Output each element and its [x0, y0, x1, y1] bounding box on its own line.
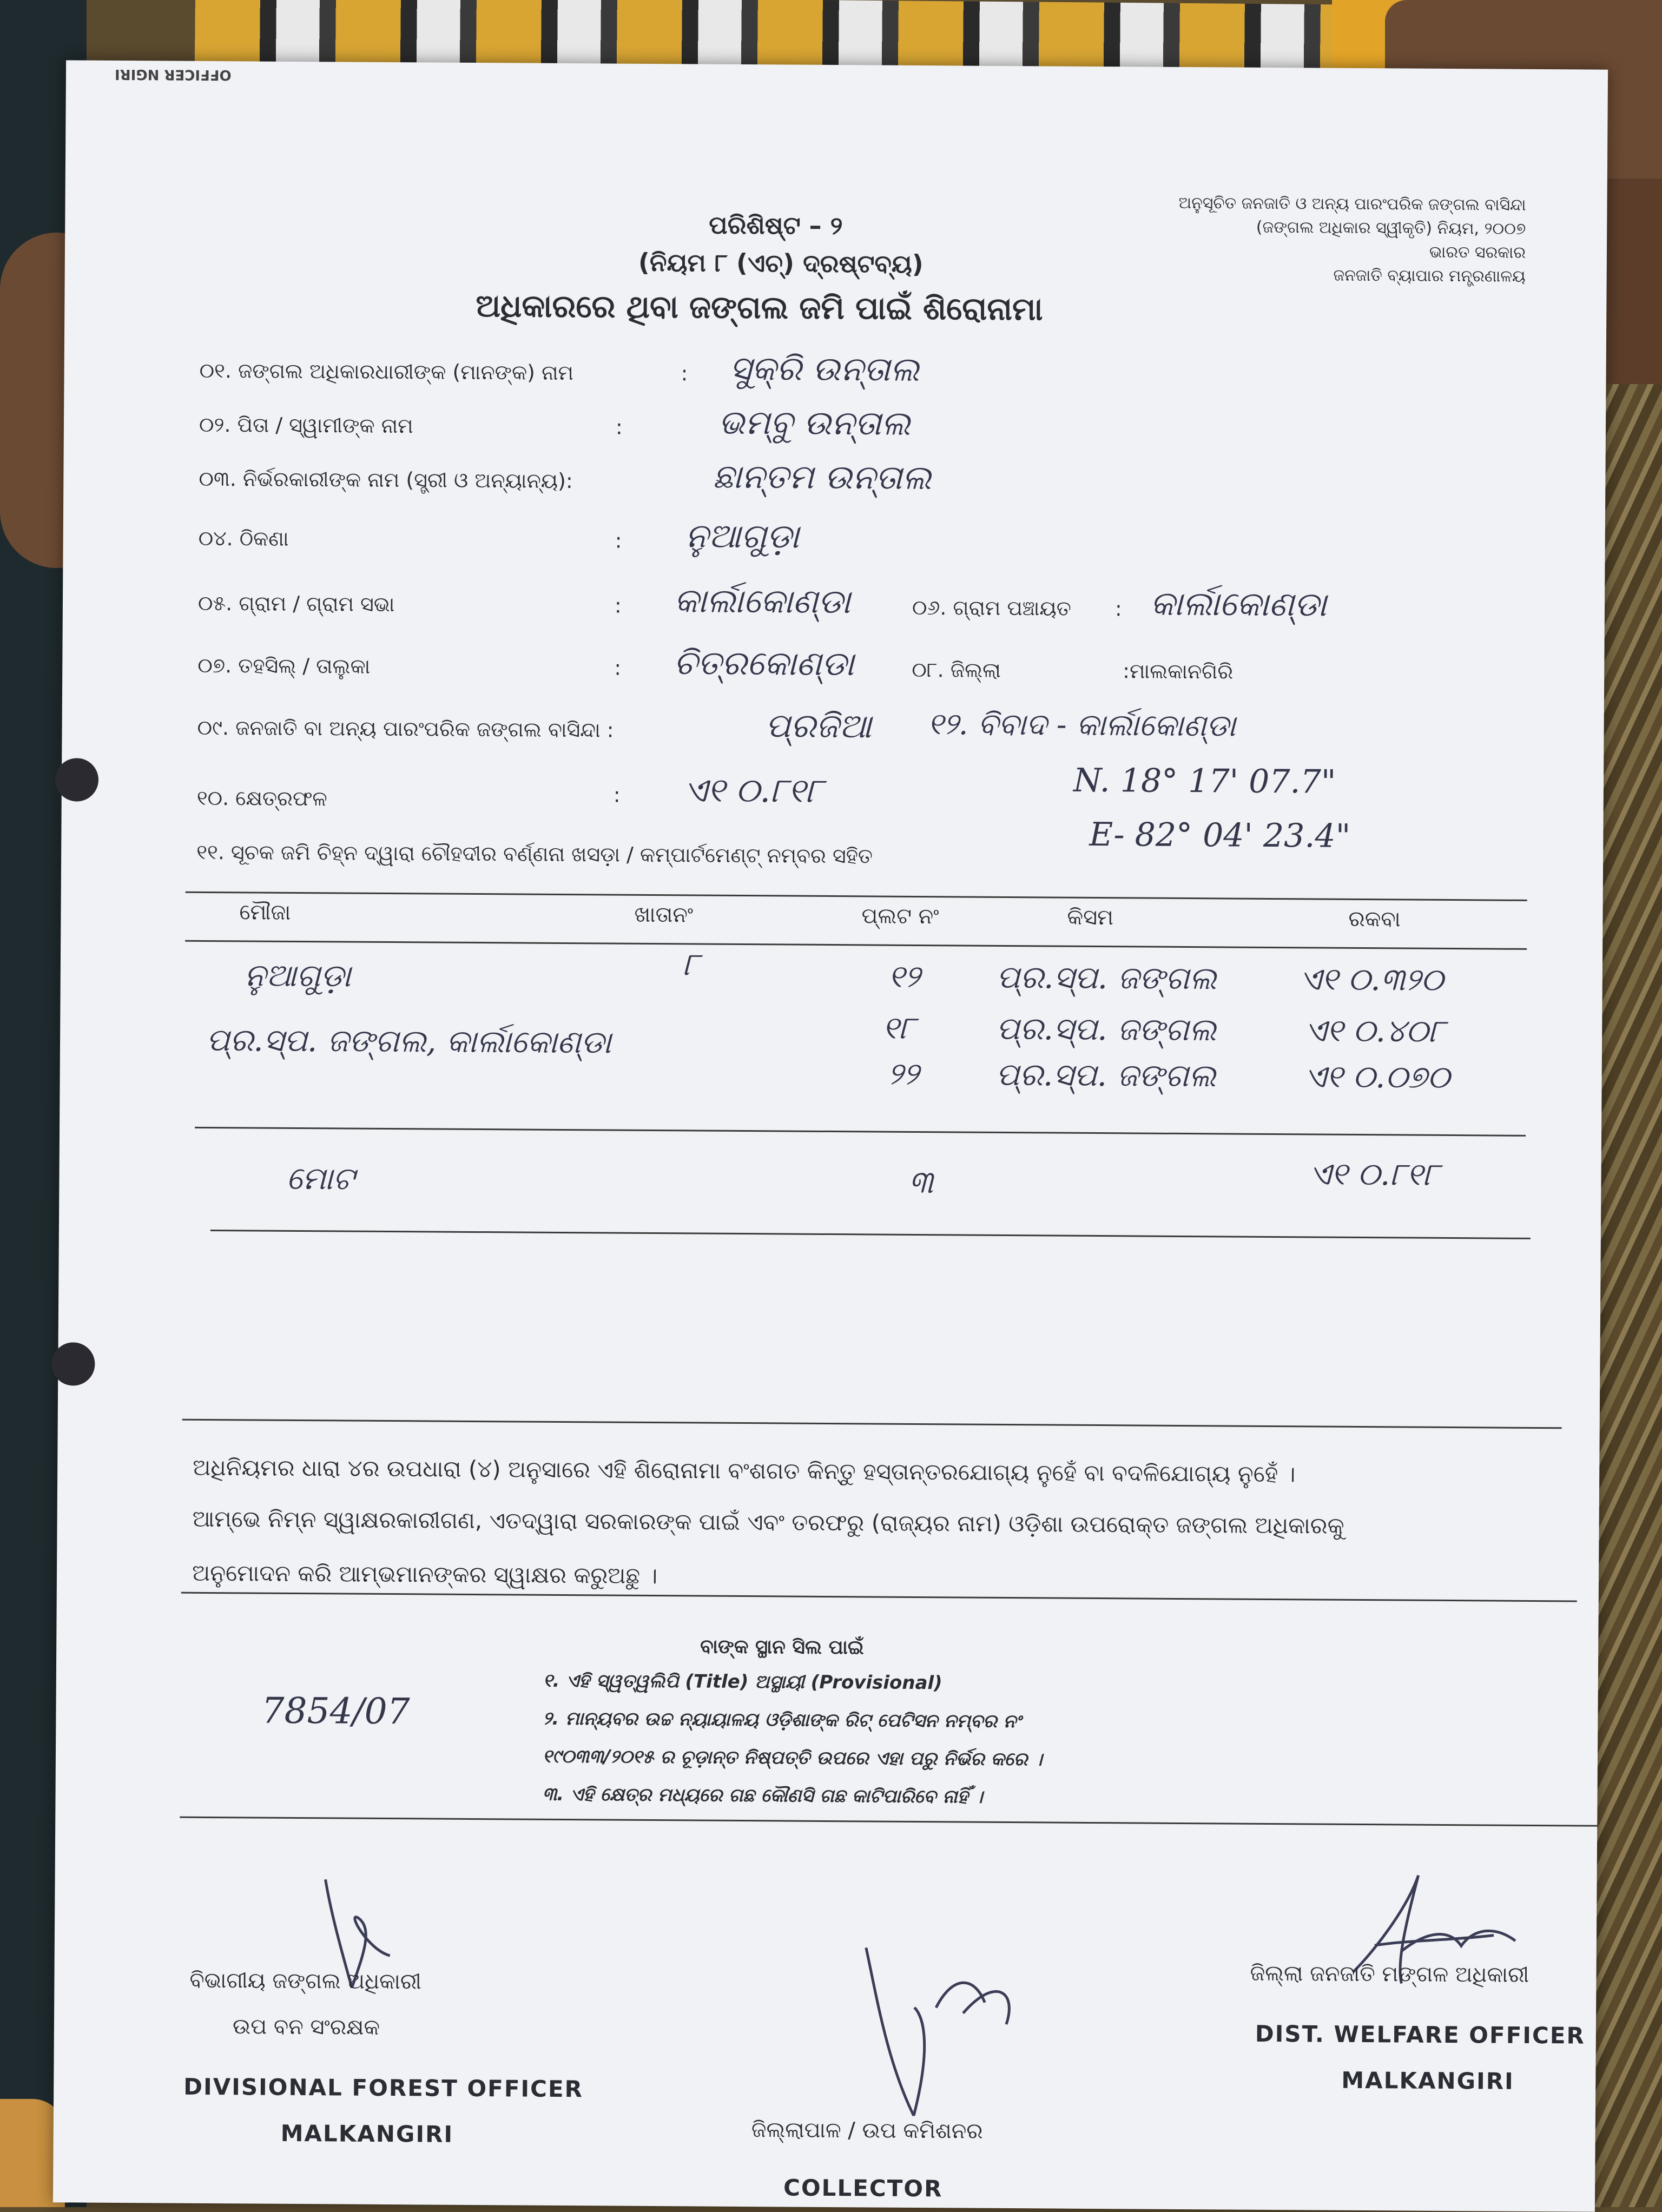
field-01-label: ୦୧. ଜଙ୍ଗଲ ଅଧିକାରଧାରୀଙ୍କ (ମାନଙ୍କ) ନାମ	[199, 358, 574, 385]
field-10-label: ୧୦. କ୍ଷେତ୍ରଫଳ	[196, 785, 327, 811]
table-mouza-2: ପ୍ର.ସ୍ପ. ଜଙ୍ଗଲ, କାର୍ଲାକୋଣ୍ଡା	[206, 1021, 612, 1061]
ministry-block	[1178, 192, 1526, 289]
field-03-value: ଛାନ୍ତମ ଉନ୍ତାଲ	[713, 456, 932, 498]
field-08-label: ୦୮. ଜିଲ୍ଲା	[912, 657, 1001, 682]
table-mouza-1: ନୁଆଗୁଡ଼ା	[244, 956, 351, 994]
table-row-kisam: ପ୍ର.ସ୍ପ. ଜଙ୍ଗଲ	[996, 958, 1217, 997]
field-03-label: ୦୩. ନିର୍ଭରକାରୀଙ୍କ ନାମ (ସ୍ତ୍ରୀ ଓ ଅନ୍ୟାନ୍ୟ):	[199, 466, 573, 493]
field-10-value: ଏ୧ ୦.୮୧୮	[683, 770, 823, 810]
field-07-label: ୦୭. ତହସିଲ୍ / ତାଲୁକା	[197, 653, 371, 678]
table-header-rule	[185, 940, 1527, 950]
provisional-line: ୧୯୦୩୩/୨୦୧୫ ର ଚୂଡ଼ାନ୍ତ ନିଷ୍ପତ୍ତି ଉପରେ ଏହା ପରୁ ନିର୍ଭର କରେ ।	[542, 1745, 1043, 1771]
table-khata: ୮	[682, 946, 700, 983]
provisional-line: ୨. ମାନ୍ୟବର ଉଚ୍ଚ ନ୍ୟାୟାଳୟ ଓଡ଼ିଶାଙ୍କ ରିଟ୍ ପେଟିସନ ନମ୍ବର ନଂ	[543, 1707, 1021, 1733]
field-06-colon: :	[1114, 597, 1122, 621]
field-05-colon: :	[614, 593, 622, 618]
table-header-khata: ଖାତାନଂ	[634, 902, 694, 928]
note-line: ଅଧିନିୟମର ଧାରା ୪ର ଉପଧାରା (୪) ଅନୁସାରେ ଏହି ଶିରୋନାମା ବଂଶଗତ କିନ୍ତୁ ହସ୍ତାନ୍ତରଯୋଗ୍ୟ ନୁହେଁ ବା ବଦଳିଯୋଗ୍ୟ ନୁହେଁ ।	[193, 1454, 1296, 1488]
field-02-value: ଭମ୍ବୁ ଉନ୍ତାଲ	[718, 402, 911, 443]
table-total-plots: ୩	[908, 1163, 934, 1201]
table-header-kisam: କିସମ	[1067, 904, 1114, 930]
dwo-english-title: DIST. WELFARE OFFICER	[1255, 2020, 1585, 2049]
field-08-value: :ମାଲକାନଗିରି	[1123, 659, 1234, 684]
table-top-rule	[186, 892, 1527, 901]
field-11-label: ୧୧. ସୂଚକ ଜମି ଚିହ୍ନ ଦ୍ୱାରା ଚୌହଦୀର ବର୍ଣ୍ଣନା ଖସଡ଼ା / କମ୍ପାର୍ଟମେଣ୍ଟ୍ ନମ୍ବର ସହିତ	[196, 840, 873, 868]
ministry-line: ଅନୁସୂଚିତ ଜନଜାତି ଓ ଅନ୍ୟ ପାରଂପରିକ ଜଙ୍ଗଲ ବାସିନ୍ଦା	[1178, 193, 1526, 215]
reference-number: 7854/07	[261, 1689, 410, 1733]
dwo-english-district: MALKANGIRI	[1341, 2066, 1514, 2095]
punch-hole-bottom	[51, 1342, 95, 1385]
gps-east: E- 82° 04' 23.4"	[1089, 815, 1351, 855]
table-row-plot: ୨୨	[887, 1055, 919, 1092]
ministry-line: ଜନଜାତି ବ୍ୟାପାର ମନ୍ତ୍ରଣାଳୟ	[1333, 266, 1526, 286]
field-07-colon: :	[614, 656, 622, 680]
field-09-extra: ୧୨. ବିବାଦ - କାର୍ଲାକୋଣ୍ଡା	[927, 706, 1236, 744]
collector-title: ଜିଲ୍ଲାପାଳ / ଉପ କମିଶନର	[751, 2117, 983, 2144]
dfo-english-district: MALKANGIRI	[280, 2119, 454, 2148]
table-row-area: ଏ୧ ୦.୪୦୮	[1304, 1012, 1445, 1049]
field-04-colon: :	[615, 529, 622, 553]
field-05-value: କାର୍ଲାକୋଣ୍ଡା	[674, 580, 851, 622]
field-01-value: ସୁକ୍ରି ଉନ୍ତାଲ	[729, 348, 920, 389]
field-04-value: ନୁଆଗୁଡ଼ା	[685, 516, 800, 556]
title-document	[53, 60, 1608, 2211]
field-07-value: ଚିତ୍ରକୋଣ୍ଡା	[674, 643, 854, 684]
dfo-english-title: DIVISIONAL FOREST OFFICER	[183, 2073, 584, 2103]
field-06-value: କାର୍ଲାକୋଣ୍ଡା	[1150, 583, 1327, 624]
field-01-colon: :	[681, 361, 688, 386]
table-row-area: ଏ୧ ୦.୩୨୦	[1299, 960, 1444, 998]
note-line: ଆମ୍ଭେ ନିମ୍ନ ସ୍ୱାକ୍ଷରକାରୀଗଣ, ଏତଦ୍ୱାରା ସରକାରଙ୍କ ପାଇଁ ଏବଂ ତରଫରୁ (ରାଜ୍ୟର ନାମ) ଓଡ଼ିଶା ଉପରୋକ୍ତ ଜଙ୍ଗଲ ଅଧିକାରକୁ	[192, 1505, 1344, 1539]
back-page-stamp: OFFICER NGIRI	[114, 65, 232, 83]
field-02-label: ୦୨. ପିତା / ସ୍ୱାମୀଙ୍କ ନାମ	[199, 412, 413, 438]
table-row-plot: ୧୮	[882, 1009, 915, 1046]
table-total-label: ମୋଟ	[286, 1159, 355, 1197]
table-total-area: ଏ୧ ୦.୮୧୮	[1309, 1155, 1440, 1193]
field-06-label: ୦୬. ଗ୍ରାମ ପଞ୍ଚାୟତ	[912, 595, 1071, 620]
table-row-kisam: ପ୍ର.ସ୍ପ. ଜଙ୍ଗଲ	[996, 1009, 1217, 1048]
note-line: ଅନୁମୋଦନ କରି ଆମ୍ଭମାନଙ୍କର ସ୍ୱାକ୍ଷର କରୁଅଛୁ ।	[192, 1559, 658, 1589]
table-body-rule	[195, 1127, 1526, 1137]
ministry-line: ଭାରତ ସରକାର	[1429, 242, 1526, 262]
provisional-bottom-rule	[180, 1817, 1597, 1827]
punch-hole-top	[55, 758, 98, 801]
field-09-label: ୦୯. ଜନଜାତି ବା ଅନ୍ୟ ପାରଂପରିକ ଜଙ୍ଗଲ ବାସିନ୍ଦା :	[197, 715, 614, 742]
table-bottom-rule	[210, 1230, 1531, 1239]
dfo-subtitle: ଉପ ବନ ସଂରକ୍ଷକ	[232, 2014, 380, 2040]
dwo-title: ଜିଲ୍ଲା ଜନଜାତି ମଙ୍ଗଳ ଅଧିକାରୀ	[1250, 1960, 1529, 1988]
note-bottom-rule	[181, 1592, 1577, 1602]
gps-north: N. 18° 17' 07.7"	[1073, 761, 1336, 801]
page-title: ଅଧିକାରରେ ଥିବା ଜଙ୍ଗଲ ଜମି ପାଇଁ ଶିରୋନାମା	[476, 287, 1043, 328]
ministry-line: (ଜଙ୍ଗଲ ଅଧିକାର ସ୍ୱୀକୃତି) ନିୟମ, ୨୦୦୭	[1256, 217, 1526, 239]
collector-signature	[854, 1942, 1050, 2122]
dfo-title: ବିଭାଗୀୟ ଜଙ୍ଗଲ ଅଧିକାରୀ	[189, 1967, 421, 1995]
table-header-area: ରକବା	[1348, 906, 1401, 932]
provisional-heading: ବାଙ୍କ ସ୍ଥାନ ସିଲ ପାଇଁ	[700, 1635, 864, 1659]
table-row-kisam: ପ୍ର.ସ୍ପ. ଜଙ୍ଗଲ	[995, 1055, 1216, 1094]
field-09-value: ପ୍ରଜିଆ	[765, 705, 872, 746]
table-header-mouza: ମୌଜା	[239, 900, 291, 925]
field-02-colon: :	[615, 415, 623, 439]
provisional-line: ୧. ଏହି ସ୍ୱତ୍ୱଲିପି (Title) ଅସ୍ଥାୟୀ (Provisional)	[543, 1669, 942, 1694]
provisional-line: ୩. ଏହି କ୍ଷେତ୍ର ମଧ୍ୟରେ ଗଛ କୌଣସି ଗଛ କାଟିପାରିବେ ନାହିଁ ।	[542, 1783, 983, 1808]
field-04-label: ୦୪. ଠିକଣା	[198, 526, 289, 551]
table-header-plot: ପ୍ଲଟ ନଂ	[861, 903, 939, 929]
rule-reference: (ନିୟମ ୮ (ଏଚ୍) ଦ୍ରଷ୍ଟବ୍ୟ)	[638, 247, 924, 279]
field-10-colon: :	[613, 783, 621, 807]
table-row-plot: ୧୨	[888, 958, 921, 995]
field-05-label: ୦୫. ଗ୍ରାମ / ଗ୍ରାମ ସଭା	[197, 591, 395, 617]
table-row-area: ଏ୧ ୦.୦୭୦	[1304, 1058, 1450, 1095]
collector-english-title: COLLECTOR	[783, 2174, 943, 2202]
annexure-heading: ପରିଶିଷ୍ଟ – ୨	[709, 210, 843, 241]
note-top-rule	[182, 1419, 1562, 1429]
